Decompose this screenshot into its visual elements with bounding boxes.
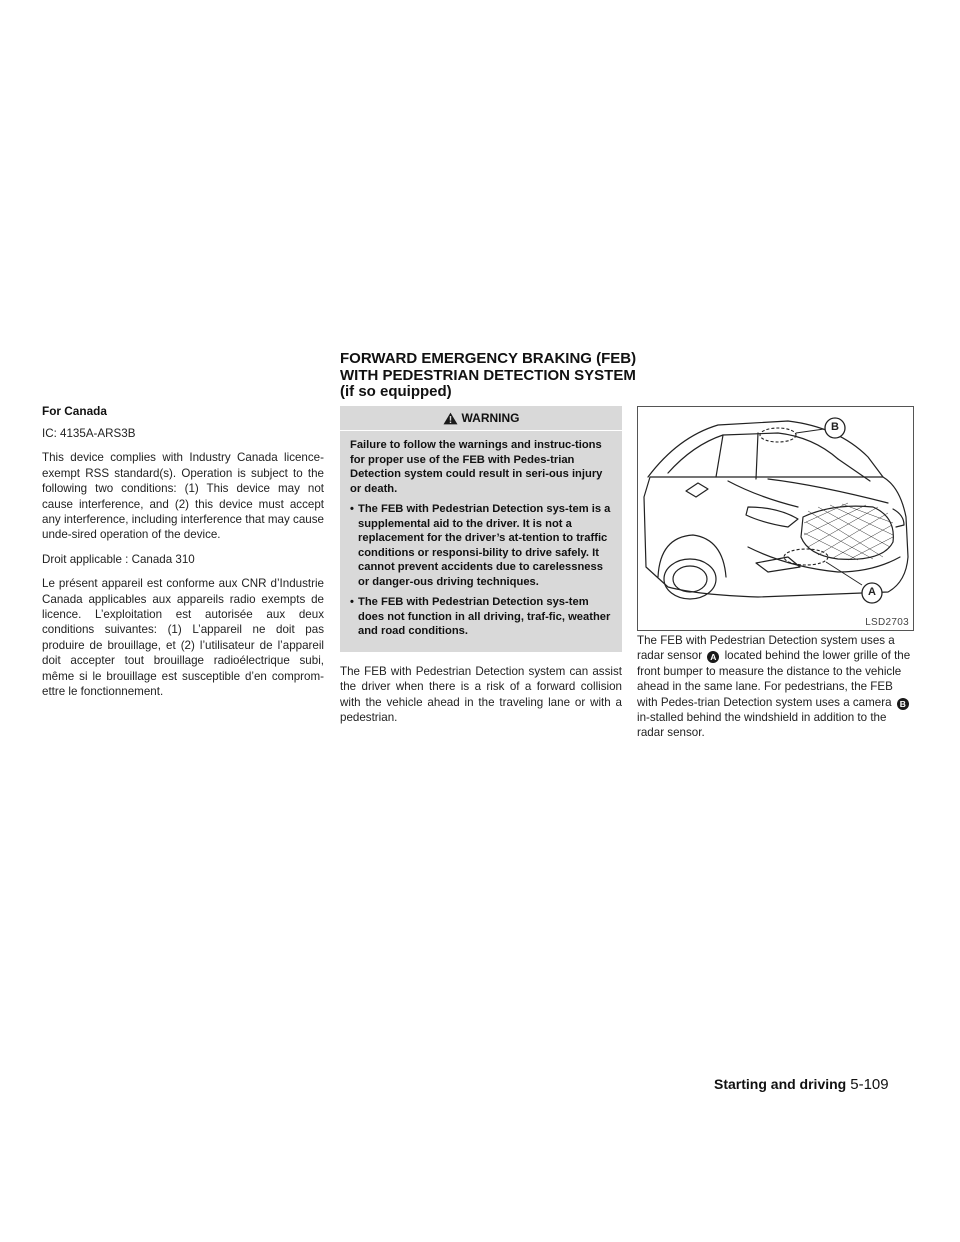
warning-intro: Failure to follow the warnings and instruc-tions for proper use of the FEB with Pedes-trian Detection system could result in seri-ous injury or death. xyxy=(350,439,603,495)
sensor-description xyxy=(637,633,914,741)
figure-code: LSD2703 xyxy=(865,617,909,628)
page-number: 5-109 xyxy=(850,1076,889,1093)
compliance-paragraph-fr: Le présent appareil est conforme aux CNR d’Industrie Canada applicables aux appareils radio exempts de licence. L’exploitation est autorisée aux deux conditions suivantes: (1) L’appareil ne doit pas produire de brouillage, et (2) l’utilisateur de l’appareil doit accepter tout brouillage radioélectrique subi, même si le brouillage est susceptible d’en comprom-ettre le fonctionnement. xyxy=(42,577,324,699)
warning-box xyxy=(340,406,622,652)
page-footer xyxy=(714,1076,924,1093)
warning-header xyxy=(340,406,622,431)
callout-b-label: B xyxy=(831,421,839,433)
canada-compliance-text xyxy=(42,426,324,709)
warning-item xyxy=(350,502,612,589)
warning-item-text: The FEB with Pedestrian Detection sys-tem does not function in all driving, traf-fic, weather and road conditions. xyxy=(358,596,611,637)
feb-description: The FEB with Pedestrian Detection system can assist the driver when there is a risk of a forward collision with the vehicle ahead in the traveling lane or with a pedestrian. xyxy=(340,665,622,725)
bullet-icon: • xyxy=(350,503,354,515)
section-title: FORWARD EMERGENCY BRAKING (FEB) WITH PEDESTRIAN DETECTION SYSTEM (if so equipped) xyxy=(340,350,637,400)
sensor-text-part3: in-stalled behind the windshield in addition to the radar sensor. xyxy=(637,711,887,740)
warning-label: WARNING xyxy=(461,411,520,425)
subhead-for-canada: For Canada xyxy=(42,404,107,418)
bullet-icon: • xyxy=(350,596,354,608)
warning-item-text: The FEB with Pedestrian Detection sys-tem is a supplemental aid to the driver. It is not a replacement for the driver’s at-tention to traffic conditions or responsi-bility to drive safely. It cannot prevent accidents due to carelessness or danger-ous driving techniques. xyxy=(358,503,611,588)
callout-a-badge: A xyxy=(707,651,719,663)
sensor-text-part2: located behind the lower grille of the front bumper to measure the distance to the vehicle ahead in the same lane. For pedestrians, the FEB with Pedes-trian Detection system uses a camera xyxy=(637,649,911,709)
callout-b-badge: B xyxy=(897,698,909,710)
callout-a-label: A xyxy=(868,586,876,598)
droit-applicable: Droit applicable : Canada 310 xyxy=(42,552,195,566)
footer-section: Starting and driving xyxy=(714,1076,847,1092)
warning-item xyxy=(350,595,612,639)
sensor-text-part1: The FEB with Pedestrian Detection system uses a radar sensor xyxy=(637,634,895,663)
vehicle-sensor-figure xyxy=(637,406,914,631)
compliance-paragraph-en: This device complies with Industry Canada licence-exempt RSS standard(s). Operation is subject to the following two conditions: (1) This device may not cause interference, and (2) this device must accept any interference, including interference that may cause unde-sired operation of the device. xyxy=(42,451,324,542)
feb-sensor-text xyxy=(637,633,914,750)
warning-triangle-icon xyxy=(443,412,458,425)
ic-number: IC: 4135A-ARS3B xyxy=(42,427,136,440)
feb-intro-text xyxy=(340,664,622,735)
